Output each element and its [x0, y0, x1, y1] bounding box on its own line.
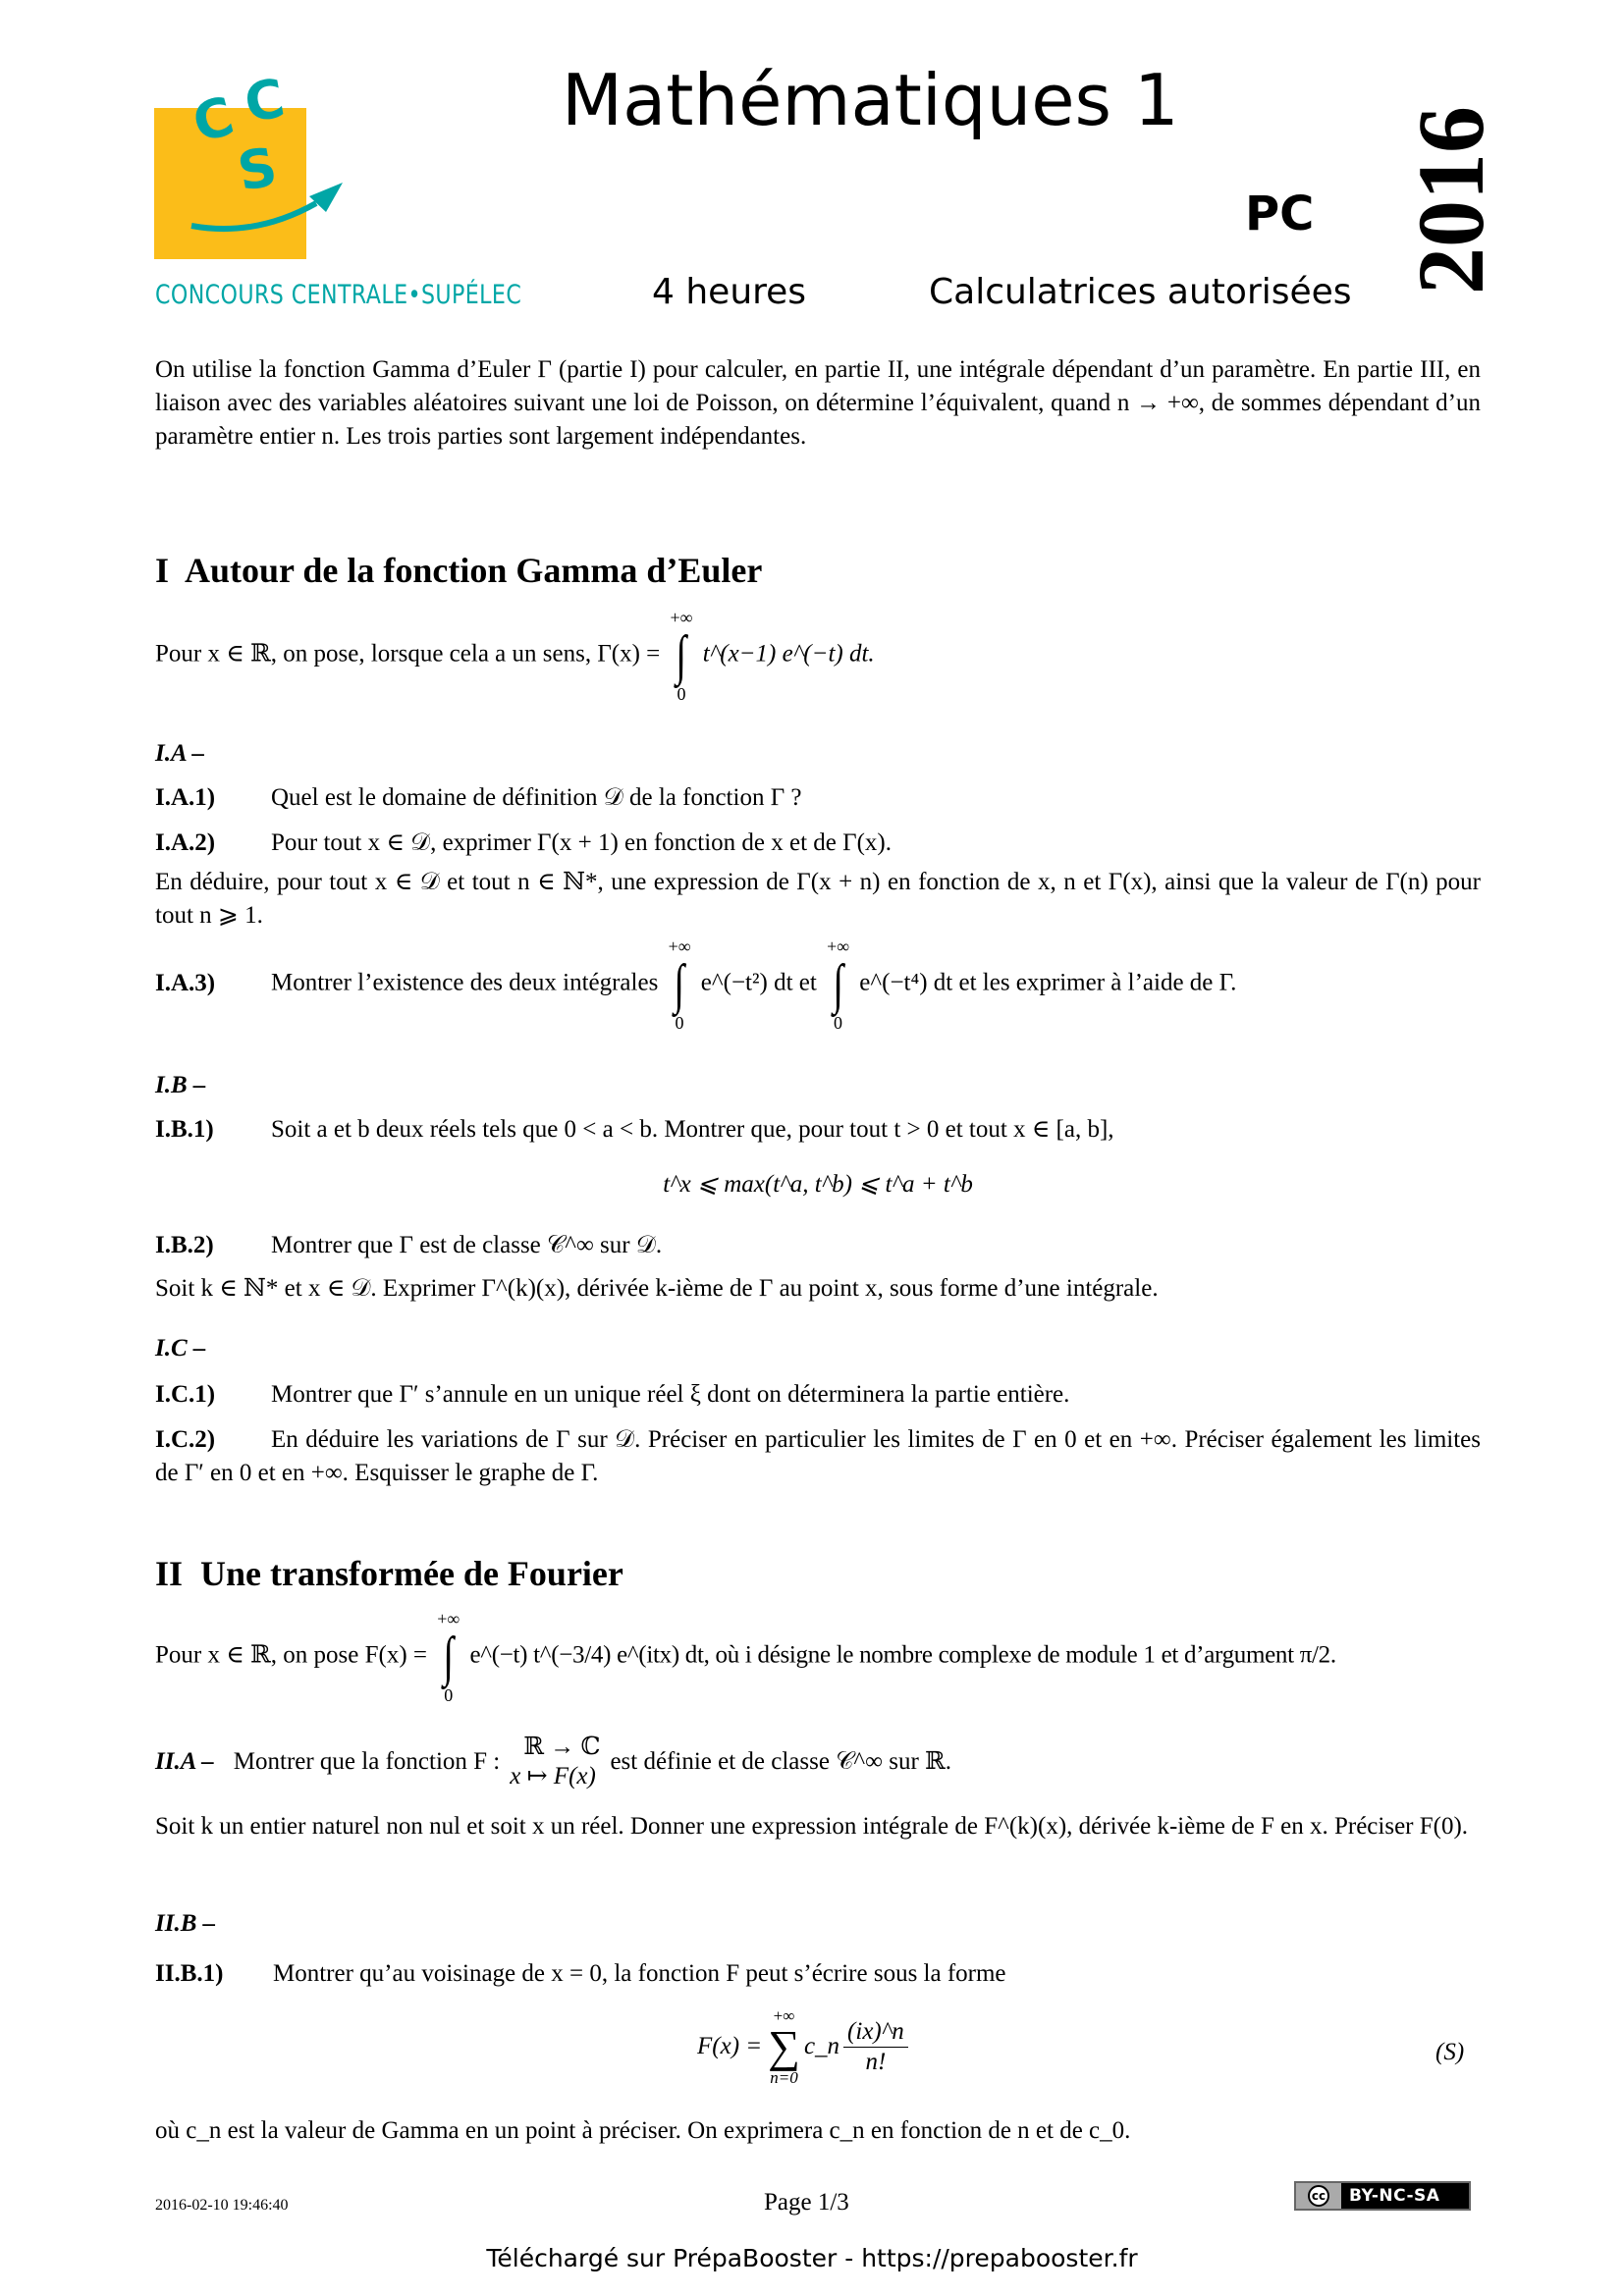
question-text: Soit a et b deux réels tels que 0 < a < b. Montrer que, pour tout t > 0 et tout x ∈ [a, b],: [271, 1116, 1114, 1143]
part1-definition: [155, 609, 1481, 703]
logo-letter-c1: C: [186, 84, 241, 155]
question-text: Montrer que Γ est de classe 𝒞^∞ sur 𝒟.: [271, 1232, 663, 1258]
integral-sign-icon: ∫: [833, 954, 843, 1015]
integral-upper: +∞: [437, 1609, 460, 1629]
question-IA2: [155, 827, 1481, 860]
question-IB2-continued: Soit k ∈ ℕ* et x ∈ 𝒟. Exprimer Γ^(k)(x), dérivée k-ième de Γ au point x, sous forme d’une intégrale.: [155, 1275, 1159, 1302]
formula-term: c_n: [803, 2033, 840, 2059]
question-text-end: et les exprimer à l’aide de Γ.: [958, 969, 1237, 996]
section-IIA-text-end: est définie et de classe 𝒞^∞ sur ℝ.: [610, 1748, 952, 1775]
part2-definition: [155, 1610, 1490, 1704]
question-label: I.C.2): [155, 1426, 216, 1453]
integrand-2: e^(−t⁴) dt: [859, 969, 953, 996]
question-IA1: [155, 781, 1481, 815]
question-IB2: [155, 1229, 1481, 1262]
section-IIB-label: II.B –: [155, 1910, 216, 1937]
question-label: II.B.1): [155, 1960, 224, 1987]
question-label: I.B.2): [155, 1232, 214, 1258]
question-text: Montrer qu’au voisinage de x = 0, la fonction F peut s’écrire sous la forme: [273, 1960, 1006, 1987]
formula-lhs: F(x) =: [697, 2033, 763, 2059]
ccs-logo: [147, 79, 383, 275]
sum-lower: n=0: [770, 2068, 798, 2087]
section-IIA-label: II.A –: [155, 1748, 214, 1775]
fraction: [843, 2017, 908, 2077]
license-text: BY-NC-SA: [1349, 2186, 1440, 2206]
logo-arrow-head: [309, 183, 343, 212]
integral-lower: 0: [675, 1013, 684, 1033]
exam-duration: 4 heures: [652, 272, 807, 312]
section-IA-label: I.A –: [155, 740, 205, 767]
sigma-icon: ∑: [768, 2021, 800, 2071]
gamma-def-text: Pour x ∈ ℝ, on pose, lorsque cela a un sens, Γ(x) =: [155, 640, 661, 667]
question-IA3: [155, 937, 1481, 1032]
part2-title: II Une transformée de Fourier: [155, 1554, 623, 1593]
exam-title: Mathématiques 1: [562, 59, 1179, 141]
question-text: Montrer que Γ′ s’annule en un unique réel ξ dont on déterminera la partie entière.: [271, 1381, 1070, 1408]
integral-lower: 0: [677, 684, 686, 704]
question-IIB1: [155, 1957, 1481, 1991]
integral-2: [827, 937, 849, 1032]
section-IB-label: I.B –: [155, 1072, 206, 1098]
integral-sign-icon: ∫: [443, 1627, 455, 1687]
question-IA2-continued: En déduire, pour tout x ∈ 𝒟 et tout n ∈ ℕ*, une expression de Γ(x + n) en fonction de x, n et Γ(x), ainsi que la valeur de Γ(n) pour tout n ⩾ 1.: [155, 869, 1481, 929]
exam-track: PC: [1245, 187, 1315, 241]
question-label: I.A.2): [155, 829, 216, 856]
integral-upper: +∞: [668, 936, 691, 956]
question-IC1: [155, 1378, 1481, 1412]
section-IIA: [155, 1733, 1481, 1791]
section-IIA-text: Montrer que la fonction F :: [233, 1748, 501, 1775]
footer-page-number: Page 1/3: [764, 2189, 849, 2216]
integral-upper: +∞: [827, 936, 850, 956]
integral-lower: 0: [834, 1013, 843, 1033]
question-label: I.B.1): [155, 1116, 214, 1143]
intro-paragraph: On utilise la fonction Gamma d’Euler Γ (partie I) pour calculer, en partie II, une intégrale dépendant d’un paramètre. En partie III, en liaison avec des variables aléatoires suivant une loi de Poisson, on détermine l’équivalent, quand n → +∞, de sommes dépendant d’un paramètre entier n. Les trois parties sont largement indépendantes.: [155, 356, 1481, 450]
footer-timestamp: 2016-02-10 19:46:40: [155, 2197, 289, 2214]
part1-title: I Autour de la fonction Gamma d’Euler: [155, 551, 763, 590]
gamma-integral: [671, 609, 693, 703]
logo-brand-text: CONCOURS CENTRALE•SUPÉLEC: [155, 280, 522, 310]
question-label: I.A.3): [155, 969, 216, 996]
fourier-def-text: Pour x ∈ ℝ, on pose F(x) =: [155, 1641, 427, 1669]
question-text: Pour tout x ∈ 𝒟, exprimer Γ(x + 1) en fonction de x et de Γ(x).: [271, 829, 893, 856]
integral-1: [669, 937, 691, 1032]
question-IC2: [155, 1423, 1481, 1490]
function-mapping: [510, 1733, 600, 1791]
exam-year: 2016: [1398, 106, 1503, 294]
mapping-bottom: x ↦ F(x): [510, 1763, 596, 1789]
question-IB1: [155, 1113, 1481, 1147]
summation: [768, 2007, 800, 2086]
conjunction: et: [798, 969, 817, 996]
mapping-top: ℝ → ℂ: [523, 1734, 601, 1760]
sum-upper: +∞: [773, 2006, 795, 2025]
question-text: En déduire les variations de Γ sur 𝒟. Préciser en particulier les limites de Γ en 0 et en +∞. Préciser également les limites de Γ′ en 0 et en +∞. Esquisser le graphe de Γ.: [155, 1426, 1481, 1486]
question-text: Montrer l’existence des deux intégrales: [271, 969, 659, 996]
gamma-integrand: t^(x−1) e^(−t) dt.: [702, 640, 875, 667]
cc-circle: cc: [1308, 2185, 1329, 2207]
logo-letter-c2: C: [240, 79, 290, 135]
integral-upper: +∞: [670, 608, 693, 627]
section-IIA-continued: Soit k un entier naturel non nul et soit x un réel. Donner une expression intégrale de F^(k)(x), dérivée k-ième de F en x. Préciser F(0).: [155, 1813, 1469, 1840]
fraction-denominator: n!: [865, 2048, 887, 2075]
cc-icon: [1296, 2183, 1341, 2209]
download-note[interactable]: Téléchargé sur PrépaBooster - https://prepabooster.fr: [486, 2244, 1138, 2272]
integral-sign-icon: ∫: [676, 625, 687, 686]
fourier-integrand: e^(−t) t^(−3/4) e^(itx) dt, où i désigne le nombre complexe de module 1 et d’argument π/2.: [469, 1641, 1336, 1669]
question-label: I.A.1): [155, 784, 216, 811]
equation-tag: (S): [1435, 2039, 1465, 2065]
formula-IB1: t^x ⩽ max(t^a, t^b) ⩽ t^a + t^b: [663, 1171, 973, 1198]
integrand-1: e^(−t²) dt: [700, 969, 793, 996]
logo-letter-s: S: [233, 135, 282, 203]
series-formula-S: [697, 2007, 908, 2086]
license-badge[interactable]: [1294, 2181, 1471, 2211]
section-IC-label: I.C –: [155, 1335, 206, 1362]
question-text: Quel est le domaine de définition 𝒟 de la fonction Γ ?: [271, 784, 802, 811]
question-label: I.C.1): [155, 1381, 216, 1408]
fourier-integral: [437, 1610, 460, 1704]
ccs-logo-graphic: [147, 79, 383, 275]
fraction-numerator: (ix)^n: [843, 2017, 908, 2048]
calculators-note: Calculatrices autorisées: [929, 272, 1352, 312]
question-IIB1-after: où c_n est la valeur de Gamma en un point à préciser. On exprimera c_n en fonction de n et de c_0.: [155, 2117, 1131, 2144]
integral-sign-icon: ∫: [674, 954, 685, 1015]
integral-lower: 0: [444, 1685, 454, 1705]
